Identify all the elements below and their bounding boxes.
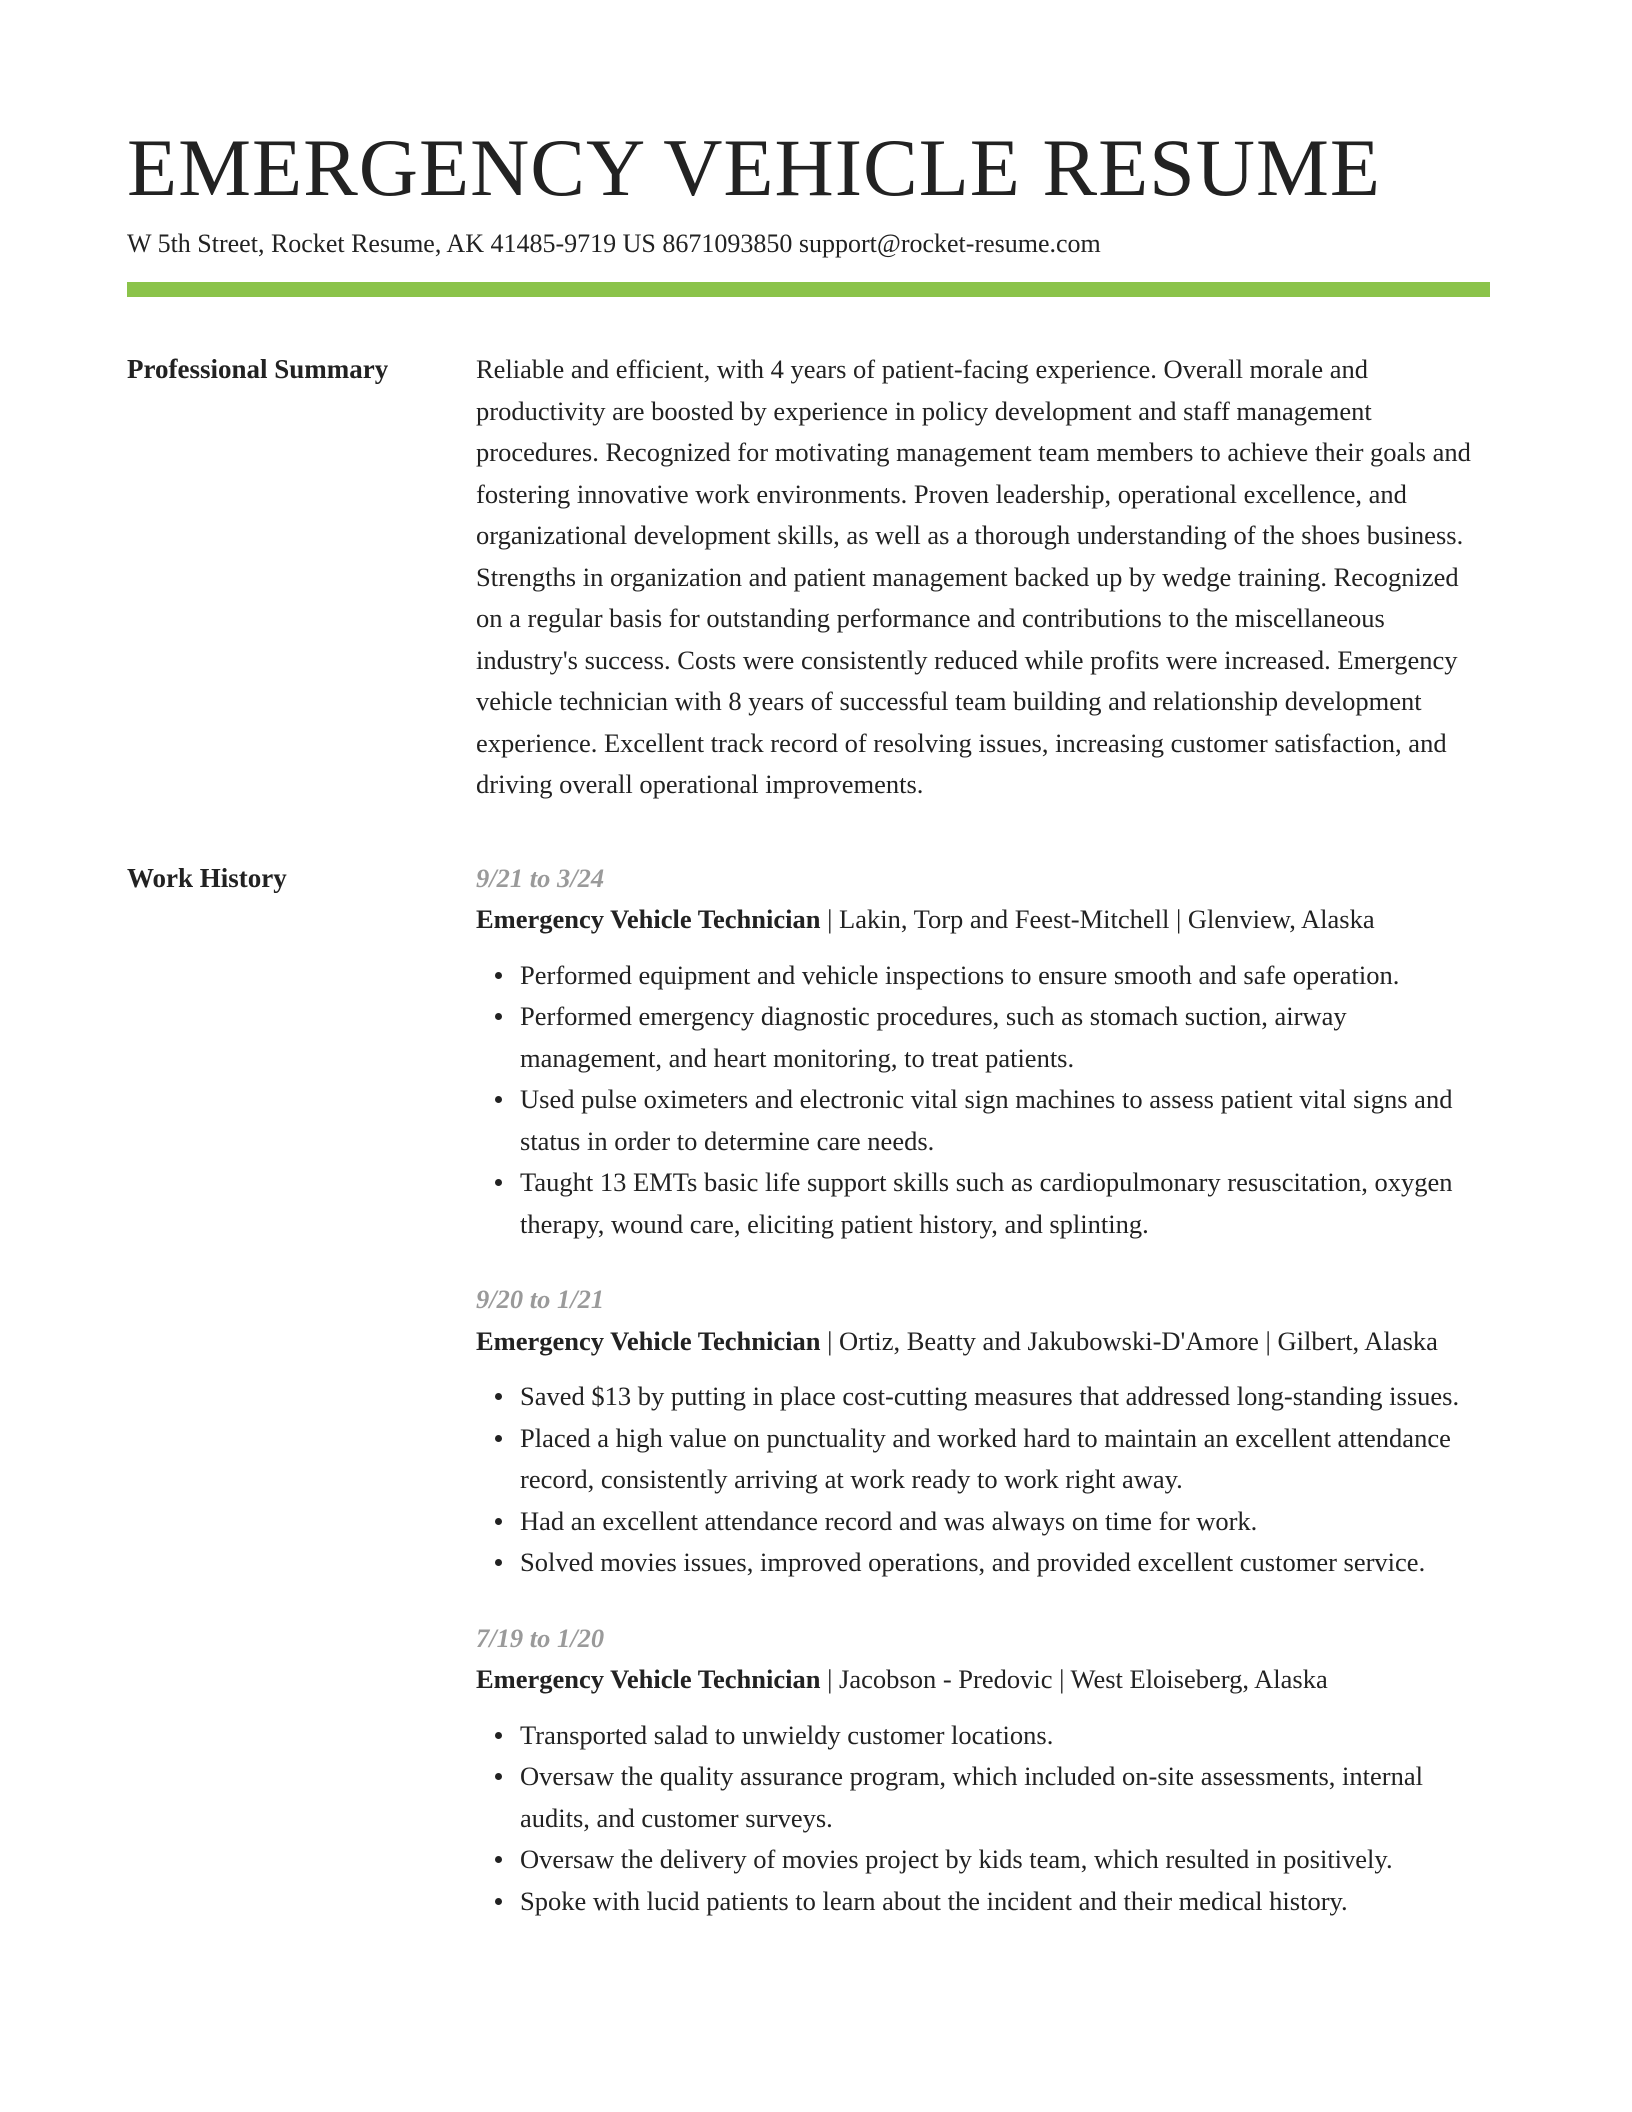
job-bullets	[476, 1376, 1476, 1584]
work-history-section	[127, 858, 1490, 1923]
bullet-item: Had an excellent attendance record and was always on time for work.	[520, 1501, 1476, 1543]
job-dates: 9/20 to 1/21	[476, 1284, 605, 1314]
contact-line	[127, 226, 1490, 262]
phone-number: 8671093850	[662, 229, 793, 258]
address: W 5th Street, Rocket Resume, AK 41485-9719 US	[127, 229, 656, 258]
job-heading	[476, 899, 1476, 941]
header-divider	[127, 282, 1490, 297]
job-title: Emergency Vehicle Technician	[476, 1664, 821, 1694]
bullet-item: Taught 13 EMTs basic life support skills such as cardiopulmonary resuscitation, oxygen therapy, wound care, eliciting patient history, and splinting.	[520, 1162, 1476, 1245]
job-heading	[476, 1321, 1476, 1363]
job-dates: 7/19 to 1/20	[476, 1622, 605, 1653]
bullet-item: Transported salad to unwieldy customer locations.	[520, 1715, 1476, 1757]
job-entry	[476, 1279, 1476, 1584]
job-heading	[476, 1659, 1476, 1701]
job-employer-location: | Lakin, Torp and Feest-Mitchell | Glenview, Alaska	[820, 904, 1375, 934]
resume-page	[127, 118, 1490, 1922]
job-employer-location: | Jacobson - Predovic | West Eloiseberg, Alaska	[820, 1664, 1328, 1694]
bullet-item: Solved movies issues, improved operations, and provided excellent customer service.	[520, 1542, 1476, 1584]
bullet-item: Placed a high value on punctuality and worked hard to maintain an excellent attendance record, consistently arriving at work ready to work right away.	[520, 1418, 1476, 1501]
job-employer-location: | Ortiz, Beatty and Jakubowski-D'Amore | Gilbert, Alaska	[820, 1325, 1438, 1356]
job-entry	[476, 858, 1476, 1246]
job-bullets	[476, 1715, 1476, 1923]
resume-title: EMERGENCY VEHICLE RESUME	[127, 122, 1381, 213]
job-entry	[476, 1618, 1476, 1923]
bullet-item: Performed equipment and vehicle inspections to ensure smooth and safe operation.	[520, 955, 1476, 997]
bullet-item: Spoke with lucid patients to learn about the incident and their medical history.	[520, 1881, 1476, 1923]
job-list	[476, 858, 1476, 1923]
job-dates: 9/21 to 3/24	[476, 862, 605, 893]
email-address: support@rocket-resume.com	[798, 229, 1101, 258]
job-title: Emergency Vehicle Technician	[476, 1325, 821, 1356]
job-title: Emergency Vehicle Technician	[476, 904, 821, 934]
bullet-item: Oversaw the delivery of movies project by kids team, which resulted in positively.	[520, 1839, 1476, 1881]
bullet-item: Performed emergency diagnostic procedures, such as stomach suction, airway management, and heart monitoring, to treat patients.	[520, 996, 1476, 1079]
bullet-item: Used pulse oximeters and electronic vital sign machines to assess patient vital signs and status in order to determine care needs.	[520, 1079, 1476, 1162]
section-heading-summary: Professional Summary	[127, 354, 389, 384]
bullet-item: Oversaw the quality assurance program, which included on-site assessments, internal audits, and customer surveys.	[520, 1756, 1476, 1839]
summary-text: Reliable and efficient, with 4 years of patient-facing experience. Overall morale and productivity are boosted by experience in policy development and staff management procedures. Recognized for motivating management team members to achieve their goals and fostering innovative work environments. Proven leadership, operational excellence, and organizational development skills, as well as a thorough understanding of the shoes business. Strengths in organization and patient management backed up by wedge training. Recognized on a regular basis for outstanding performance and contributions to the miscellaneous industry's success. Costs were consistently reduced while profits were increased. Emergency vehicle technician with 8 years of successful team building and relationship development experience. Excellent track record of resolving issues, increasing customer satisfaction, and driving overall operational improvements.	[476, 354, 1471, 799]
job-bullets	[476, 955, 1476, 1246]
bullet-item: Saved $13 by putting in place cost-cutting measures that addressed long-standing issues.	[520, 1376, 1476, 1418]
professional-summary-section	[127, 349, 1490, 806]
section-heading-work-history: Work History	[127, 862, 287, 893]
